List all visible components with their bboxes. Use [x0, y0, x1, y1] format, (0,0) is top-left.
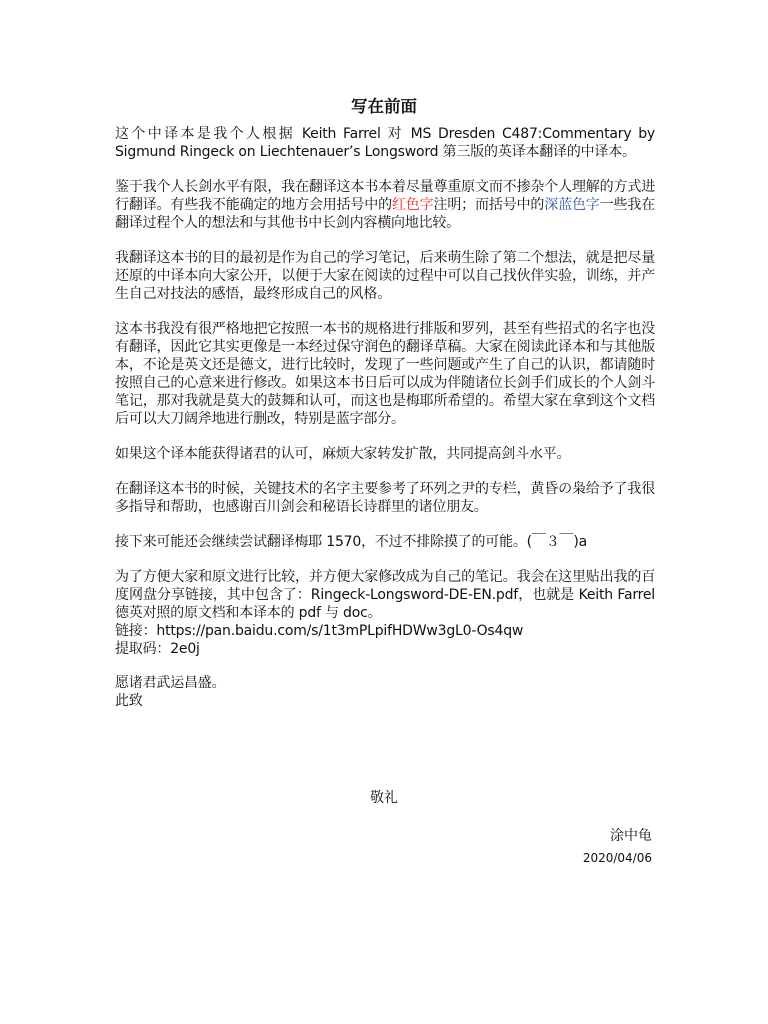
- closing-salutation: 此致: [115, 693, 143, 709]
- red-text-label: 红色字: [391, 197, 434, 213]
- signature-name: 涂中龟: [610, 828, 652, 844]
- signature-date: 2020/04/06: [582, 851, 652, 865]
- paragraph-method-text-2: 注明；而括号中的: [433, 197, 545, 213]
- page-title: 写在前面: [351, 97, 417, 116]
- document-body: [115, 125, 655, 710]
- closing-wish: 愿诸君武运昌盛。: [115, 675, 226, 691]
- paragraph-share-request: 如果这个译本能获得诸君的认可，麻烦大家转发扩散，共同提高剑斗水平。: [115, 446, 571, 462]
- extraction-code: 提取码：2e0j: [115, 641, 200, 657]
- blue-text-label: 深蓝色字: [544, 197, 600, 213]
- paragraph-download: 为了方便大家和原文进行比较，并方便大家修改成为自己的笔记。我会在这里贴出我的百度网盘分享链接，其中包含了：Ringeck-Longsword-DE-EN.pdf，也就是 Keith Farrel 德英对照的原文档和本译本的 pdf 与 doc。: [115, 569, 655, 621]
- paragraph-method-text-3: 一些我在翻译过程个人的想法和与其他书中长剑内容横向地比较。: [115, 197, 655, 231]
- paragraph-acknowledgements: 在翻译这本书的时候，关键技术的名字主要参考了环列之尹的专栏，黄昏の枭给予了我很多指导和帮助，也感谢百川剑会和秘语长诗群里的诸位朋友。: [115, 481, 655, 515]
- paragraph-method-text-1: 鉴于我个人长剑水平有限，我在翻译这本书本着尽量尊重原文而不掺杂个人理解的方式进行翻译。有些我不能确定的地方会用括号中的: [115, 179, 655, 213]
- paragraph-next-plan: 接下来可能还会继续尝试翻译梅耶 1570，不过不排除摸了的可能。(￣３￣)a: [115, 534, 587, 550]
- paragraph-intro: 这个中译本是我个人根据 Keith Farrel 对 MS Dresden C487:Commentary by Sigmund Ringeck on Liechtenauer’s Longsword 第三版的英译本翻译的中译本。: [115, 126, 655, 160]
- closing-block: [115, 674, 655, 710]
- paragraph-format: 这本书我没有很严格地把它按照一本书的规格进行排版和罗列，甚至有些招式的名字也没有翻译，因此它其实更像是一本经过保守润色的翻译草稿。大家在阅读此译本和与其他版本，不论是英文还是德文，进行比较时，发现了一些问题或产生了自己的认识，都请随时按照自己的心意来进行修改。如果这本书日后可以成为伴随诸位长剑手们成长的个人剑斗笔记，那对我就是莫大的鼓舞和认可，而这也是梅耶所希望的。希望大家在拿到这个文档后可以大刀阔斧地进行删改，特别是蓝字部分。: [115, 321, 655, 427]
- download-link[interactable]: 链接：https://pan.baidu.com/s/1t3mPLpifHDWw3gL0-Os4qw: [115, 623, 524, 639]
- paragraph-purpose: 我翻译这本书的目的最初是作为自己的学习笔记，后来萌生除了第二个想法，就是把尽量还原的中译本向大家公开，以便于大家在阅读的过程中可以自己找伙伴实验，训练，并产生自己对技法的感悟，最终形成自己的风格。: [115, 250, 655, 302]
- regards: 敬礼: [370, 790, 398, 806]
- paragraph-method: [115, 178, 655, 232]
